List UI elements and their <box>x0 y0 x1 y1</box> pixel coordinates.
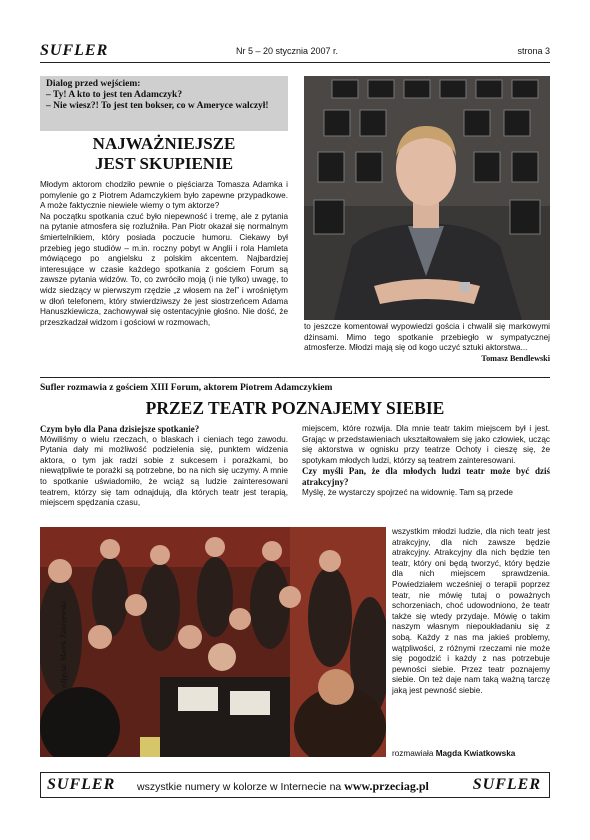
article1-body <box>40 180 288 328</box>
interview-subtitle: Sufler rozmawia z gościem XIII Forum, aktorem Piotrem Adamczykiem <box>40 383 333 393</box>
interview-question: Czy myśli Pan, że dla młodych ludzi teatr może być dziś atrakcyjny? <box>302 466 550 487</box>
photo-credit: zdjęcia: Marek Zakrzewski <box>59 600 69 689</box>
interview-answer: wszystkim młodzi ludzie, dla nich teatr jest atrakcyjny, dla nich zawsze będzie atrakcyjny. Atrakcyjny dla nich będzie ten teatr, który oni będą tworzyć, który będzie dla nich miejscem sprawdzenia. Powiedziałem wcześniej o terapii poprzez teatr, nie mówię tutaj o poważnych schorzeniach, choć udowodniono, że teatr także się wtedy przydaje. Mówię o takim naszym własnym niepoukładaniu się z sobą. Każdy z nas ma jakieś problemy, wątpliwości, z różnymi rzeczami nie może się pogodzić i każdy z nas potrzebuje pewności siebie. Przez teatr poznajemy siebie. On też daje nam taką ważną tarczę jaką jest pewność siebie. <box>392 527 550 695</box>
interview-answer: Myślę, że wystarczy spojrzeć na widownię. Tam są przede <box>302 487 513 497</box>
interviewer-signature: rozmawiała Magda Kwiatkowska <box>392 749 516 758</box>
intro-line: – Nie wiesz?! To jest ten bokser, co w Ameryce walczył! <box>46 101 269 111</box>
page-header <box>40 42 550 63</box>
masthead-logo: SUFLER <box>40 42 109 59</box>
interview-answer: Mówiliśmy o wielu rzeczach, o blaskach i cieniach tego zawodu. Pytania dały mi możliwość podzielenia się, punktem widzenia aktora, o tym jak radzi sobie z sukcesem i porażkami, bo niewątpliwie te porażki są potrzebne, bo na nich się uczymy. A mnie to spotkanie uświadomiło, że wciąż są ludzie zainteresowani teatrem, którzy się tam odnajdują, dla których teatr jest terapią, miejscem spędzania czasu, <box>40 434 288 508</box>
issue-number: Nr 5 – 20 stycznia 2007 r. <box>236 46 339 56</box>
interviewer-name: Magda Kwiatkowska <box>435 749 516 758</box>
article1-continuation: to jeszcze komentował wypowiedzi gościa i chwalił się markowymi dżinsami. Mimo tego spotkanie przebiegło w sympatycznej atmosferze. Młodzi mają się od kogo uczyć sztuki aktorstwa... Tomasz Bendlewski <box>304 322 550 363</box>
intro-dialog-box <box>40 76 288 131</box>
portrait-photo <box>304 76 550 320</box>
interview-column-right-cont <box>392 527 550 697</box>
article1-title: NAJWAŻNIEJSZE JEST SKUPIENIE <box>92 134 236 173</box>
footer-logo-left: SUFLER <box>47 776 116 793</box>
section-divider <box>40 377 550 378</box>
page-footer <box>40 772 550 798</box>
interview-column-right <box>302 424 550 498</box>
interview-question: Czym było dla Pana dzisiejsze spotkanie? <box>40 424 200 434</box>
article1-paragraph: Młodym aktorom chodziło pewnie o pięściarza Tomasza Adamka i pomylenie go z Piotrem Adamczykiem było zapewne przypadkowe. A może faktycznie niewiele wiemy o tym aktorze? <box>40 180 288 211</box>
intro-line: Dialog przed wejściem: <box>46 79 141 89</box>
interview-answer: miejscem, które rozwija. Dla mnie teatr takim miejscem był i jest. Grając w przedstawieniach ukształtowałem się jako człowiek, ucząc się aktorstwa w ognisku przy teatrze Ochoty i cieszę się, że spotykam młodych ludzi, którzy są teatrem zainteresowani. <box>302 424 550 465</box>
audience-photo-graphic <box>40 527 386 757</box>
footer-text: wszystkie numery w kolorze w Internecie na www.przeciag.pl <box>137 779 429 793</box>
interview-column-left <box>40 424 288 509</box>
footer-logo-right: SUFLER <box>472 776 541 793</box>
article1-author: Tomasz Bendlewski <box>481 353 550 363</box>
article1-paragraph: Na początku spotkania czuć było niepewność i tremę, ale z pytania na pytanie atmosfera się rozluźniła. Pan Piotr okazał się normalnym śmiertelnikiem, który posiada poczucie humoru. Ciekawy był przebieg jego studiów – m.in. roczny pobyt w Anglii i rola Hamleta mówiącego po angielsku z polskim akcentem. Najbardziej interesujące w czasie każdego spotkania z gościem Forum są zawsze pytania widzów. To, co zwróciło moją (i nie tylko) uwagę, to widz siedzący w pierwszym rzędzie „z włosem na żel” i wrośniętym w dłoń telefonem, który stwierdziwszy że jest siostrzeńcem Adama Hanuszkiewicza, zachowywał się ostentacyjnie głośno. Nie dość, że przeszkadzał widzom i gościowi w rozmowach, <box>40 211 288 327</box>
interview-title: PRZEZ TEATR POZNAJEMY SIEBIE <box>145 398 445 418</box>
intro-line: – Ty! A kto to jest ten Adamczyk? <box>46 90 183 100</box>
portrait-photo-graphic <box>304 76 550 320</box>
audience-photo <box>40 527 386 757</box>
footer-url-link[interactable]: www.przeciag.pl <box>344 779 429 793</box>
page-number: strona 3 <box>517 46 550 56</box>
